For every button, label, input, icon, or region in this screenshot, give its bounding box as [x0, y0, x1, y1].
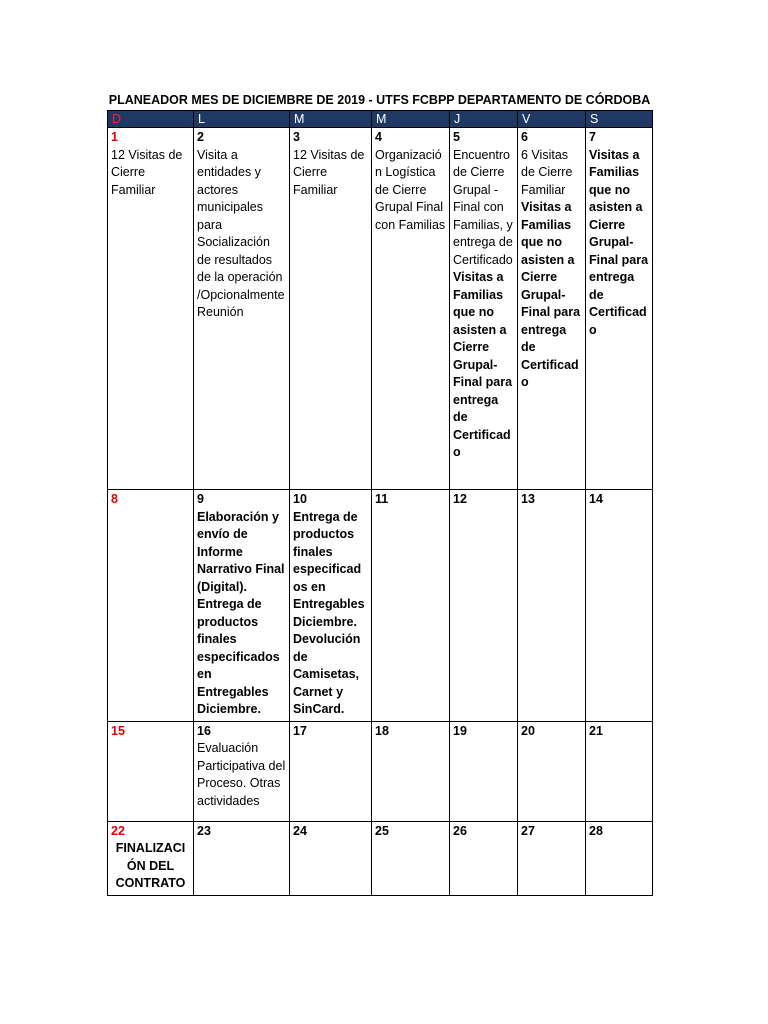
weekday-header: V: [518, 111, 586, 128]
day-cell: [108, 721, 194, 821]
day-number: 6: [521, 130, 528, 144]
week-row: [108, 490, 653, 722]
day-cell: [194, 128, 290, 490]
day-cell: [450, 128, 518, 490]
day-cell: [194, 490, 290, 722]
day-cell: [290, 128, 372, 490]
day-number: 15: [111, 723, 125, 738]
day-cell: [290, 490, 372, 722]
day-number: 18: [375, 723, 389, 738]
day-number: 12: [453, 492, 467, 506]
day-activity-bold: Visitas a Familias que no asisten a Cierre Grupal-Final para entrega de Certificado: [589, 147, 649, 337]
day-cell: [194, 821, 290, 895]
week-row: [108, 821, 653, 895]
day-cell: [518, 490, 586, 722]
day-cell: [194, 721, 290, 821]
day-number: 26: [453, 823, 467, 838]
day-number: 14: [589, 492, 603, 506]
day-number: 4: [375, 130, 382, 144]
weekday-header: M: [290, 111, 372, 128]
day-number: 5: [453, 130, 460, 144]
day-cell: [108, 128, 194, 490]
day-number: 19: [453, 723, 467, 738]
day-number: 9: [197, 492, 204, 506]
day-cell: [518, 721, 586, 821]
day-number: 23: [197, 823, 211, 838]
day-activity: Organización Logística de Cierre Grupal Final con Familias: [375, 147, 446, 232]
day-cell: [518, 128, 586, 490]
day-activity: 12 Visitas de Cierre Familiar: [111, 147, 183, 197]
week-row: [108, 721, 653, 821]
day-activity-bold: Entrega de productos finales especificados en Entregables Diciembre. Devolución de Camisetas, Carnet y SinCard.: [293, 509, 365, 716]
day-activity: Visita a entidades y actores municipales para Socialización de resultados de la operación /Opcionalmente Reunión: [197, 147, 285, 319]
day-activity: 12 Visitas de Cierre Familiar: [293, 147, 365, 197]
page-title: PLANEADOR MES DE DICIEMBRE DE 2019 - UTFS FCBPP DEPARTAMENTO DE CÓRDOBA: [108, 93, 651, 107]
day-cell: [518, 821, 586, 895]
weekday-header: M: [372, 111, 450, 128]
day-cell: [450, 721, 518, 821]
day-activity: Evaluación Participativa del Proceso. Otras actividades: [197, 741, 286, 808]
day-cell: [450, 490, 518, 722]
day-number: 24: [293, 823, 307, 838]
day-number: 17: [293, 723, 307, 738]
day-cell: [450, 821, 518, 895]
day-number: 7: [589, 130, 596, 144]
day-number: 27: [521, 823, 535, 838]
day-number: 3: [293, 130, 300, 144]
day-cell: [586, 821, 653, 895]
day-cell: [586, 490, 653, 722]
weekday-header-row: [108, 111, 653, 128]
weekday-header: S: [586, 111, 653, 128]
day-activity-bold: Visitas a Familias que no asisten a Cierre Grupal-Final para entrega de Certificado: [521, 200, 581, 389]
day-activity: Encuentro de Cierre Grupal - Final con Familias, y entrega de Certificado: [453, 147, 513, 267]
day-number: 2: [197, 130, 204, 144]
day-cell: [586, 721, 653, 821]
weekday-header: J: [450, 111, 518, 128]
day-cell: [290, 721, 372, 821]
day-number: 28: [589, 823, 603, 838]
weekday-header: D: [108, 111, 194, 128]
day-cell: [372, 821, 450, 895]
day-activity-bold: Visitas a Familias que no asisten a Cierre Grupal-Final para entrega de Certificado: [453, 270, 513, 459]
day-cell: [586, 128, 653, 490]
day-cell: [108, 490, 194, 722]
week-row: [108, 128, 653, 490]
day-cell: [290, 821, 372, 895]
day-number: 25: [375, 823, 389, 838]
day-number: 1: [111, 130, 118, 144]
day-number: 10: [293, 492, 307, 506]
day-cell: [372, 721, 450, 821]
weekday-header: L: [194, 111, 290, 128]
day-activity-bold: FINALIZACIÓN DEL CONTRATO: [115, 841, 186, 890]
day-number: 20: [521, 723, 535, 738]
day-cell: [372, 128, 450, 490]
day-number: 11: [375, 492, 389, 506]
day-activity-bold: Elaboración y envío de Informe Narrativo Final (Digital). Entrega de productos finales especificados en Entregables Diciembre.: [197, 509, 285, 716]
day-cell: [372, 490, 450, 722]
day-number: 13: [521, 492, 535, 506]
calendar-table: [107, 110, 653, 896]
day-number: 21: [589, 723, 603, 738]
day-number: 16: [197, 723, 211, 738]
day-number: 22: [111, 823, 125, 838]
day-cell: [108, 821, 194, 895]
day-number: 8: [111, 492, 118, 506]
day-activity: 6 Visitas de Cierre Familiar: [521, 147, 573, 197]
